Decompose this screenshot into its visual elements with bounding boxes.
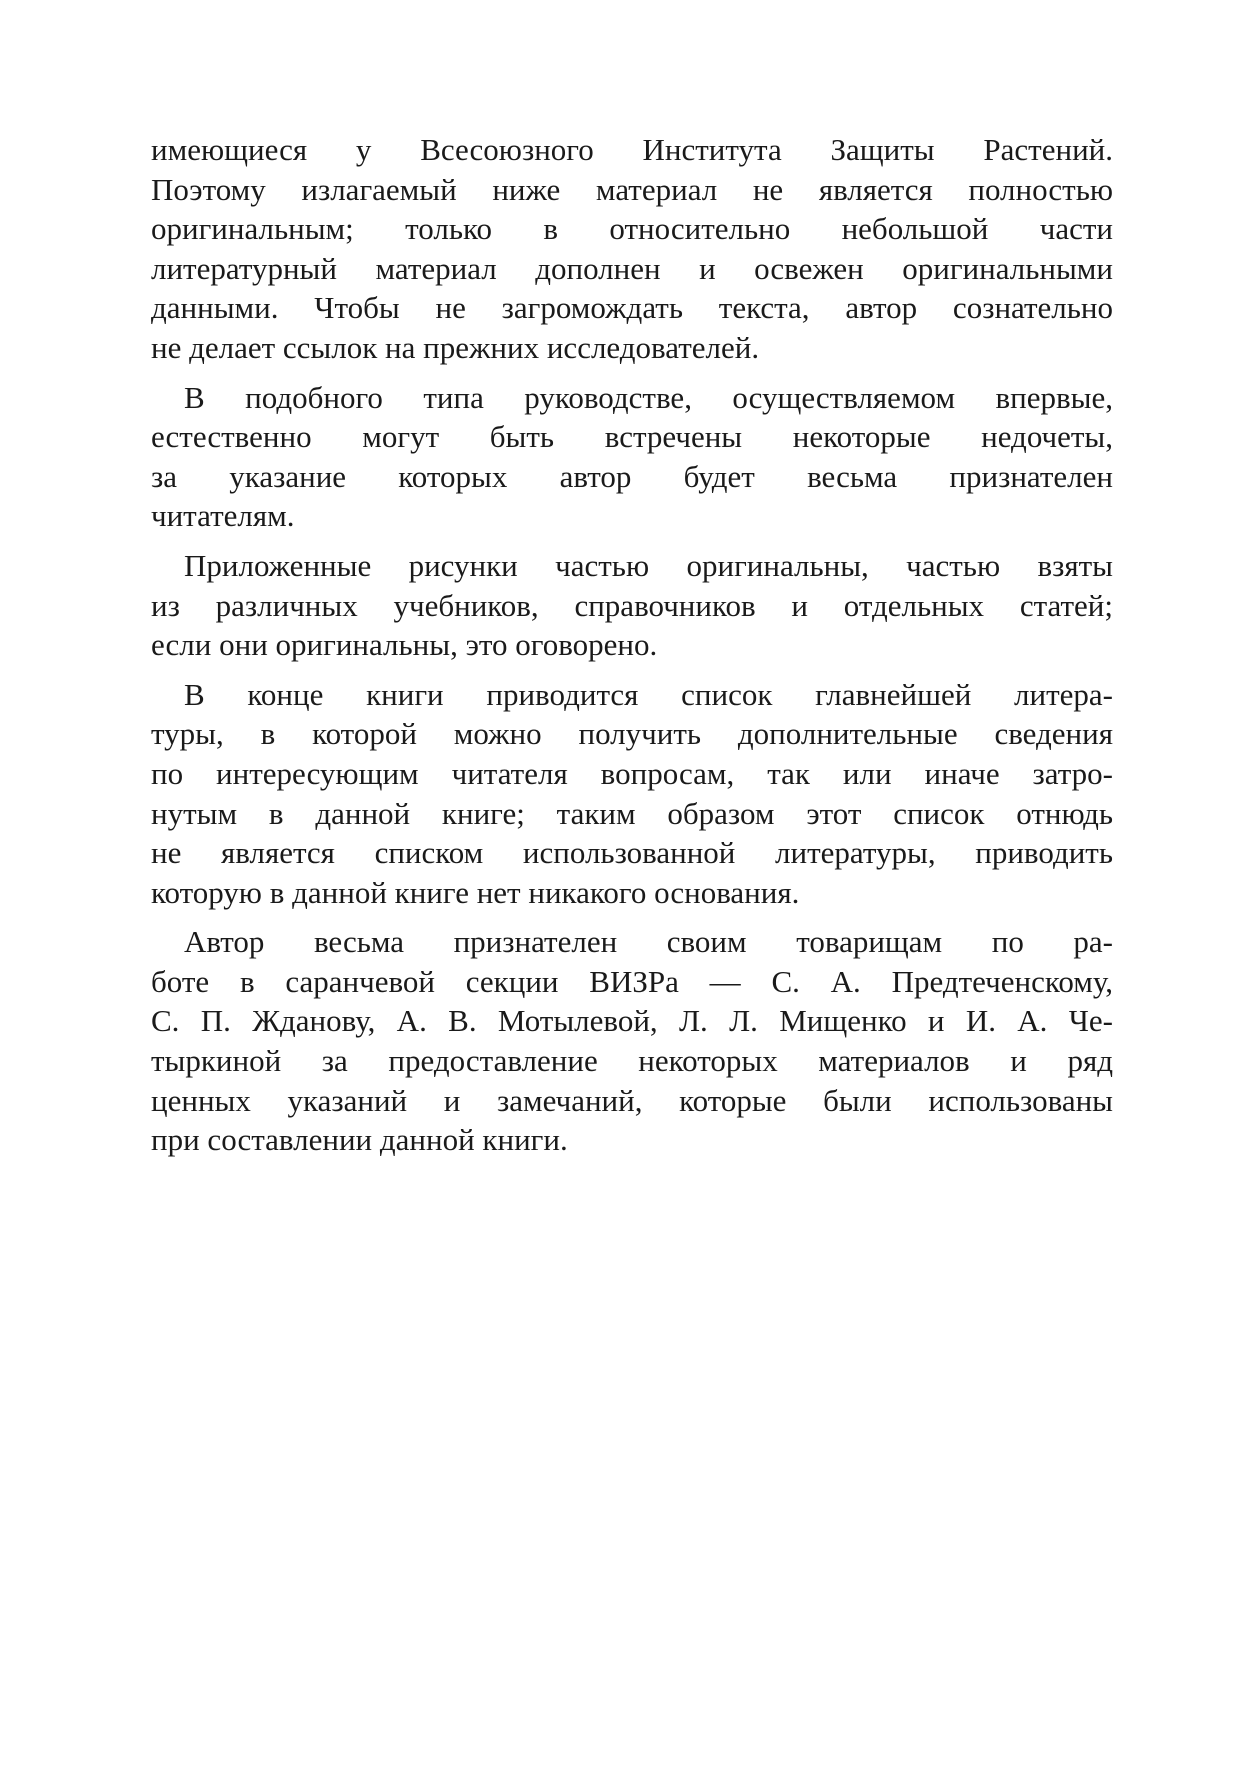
text-line: В конце книги приводится список главнейшей литера- (184, 676, 1113, 712)
text-line: С. П. Жданову, А. В. Мотылевой, Л. Л. Мищенко и И. А. Че- (151, 1003, 1113, 1039)
paragraph-1 (151, 130, 1113, 368)
text-line: за указание которых автор будет весьма признателен (151, 458, 1113, 494)
text-line: не делает ссылок на прежних исследователей. (151, 329, 760, 365)
text-line: при составлении данной книги. (151, 1122, 568, 1158)
text-line: тыркиной за предоставление некоторых материалов и ряд (151, 1043, 1113, 1079)
text-line: имеющиеся у Всесоюзного Института Защиты Растений. (151, 132, 1113, 167)
text-line: В подобного типа руководстве, осуществляемом впервые, (184, 379, 1113, 415)
text-line: данными. Чтобы не загромождать текста, автор сознательно (151, 290, 1113, 326)
text-line: туры, в которой можно получить дополнительные сведения (151, 716, 1113, 752)
text-line: если они оригинальны, это оговорено. (151, 627, 658, 663)
text-line: из различных учебников, справочников и отдельных статей; (151, 587, 1113, 623)
text-line: Приложенные рисунки частью оригинальны, частью взяты (184, 547, 1113, 583)
text-line: Автор весьма признателен своим товарищам по ра- (184, 924, 1113, 960)
paragraph-3 (151, 546, 1113, 665)
text-line: читателям. (151, 498, 295, 534)
text-line: литературный материал дополнен и освежен оригинальными (151, 250, 1113, 286)
text-line: оригинальным; только в относительно небольшой части (151, 211, 1113, 247)
text-line: которую в данной книге нет никакого основания. (151, 874, 800, 910)
text-line: нутым в данной книге; таким образом этот список отнюдь (151, 795, 1113, 831)
text-line: ценных указаний и замечаний, которые были использованы (151, 1082, 1113, 1118)
text-line: естественно могут быть встречены некоторые недочеты, (151, 419, 1113, 455)
paragraph-4 (151, 675, 1113, 913)
text-line: боте в саранчевой секции ВИЗРа — С. А. Предтеченскому, (151, 963, 1113, 999)
text-line: Поэтому излагаемый ниже материал не является полностью (151, 171, 1113, 207)
text-line: не является списком использованной литературы, приводить (151, 835, 1113, 871)
paragraph-2 (151, 378, 1113, 536)
paragraph-5 (151, 922, 1113, 1160)
text-line: по интересующим читателя вопросам, так или иначе затро- (151, 755, 1113, 791)
body-text (151, 130, 1113, 1160)
